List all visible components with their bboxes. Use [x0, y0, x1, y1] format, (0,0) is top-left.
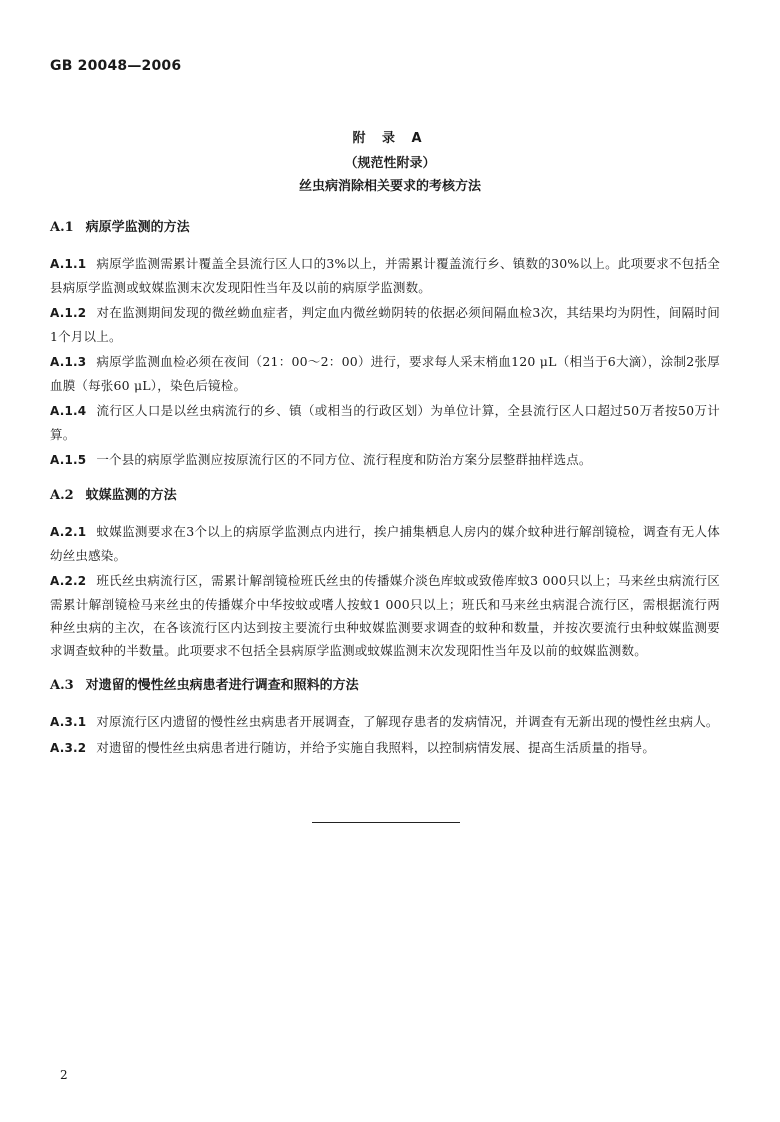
page-number: 2 [60, 1068, 68, 1082]
annex-type: （规范性附录） [344, 156, 436, 171]
section-number: A.1 [50, 220, 74, 235]
clause [50, 301, 720, 348]
section-number: A.3 [50, 678, 74, 693]
section-heading [50, 218, 720, 238]
clause-text: 流行区人口是以丝虫病流行的乡、镇（或相当的行政区划）为单位计算，全县流行区人口超过50万者按50万计算。 [50, 403, 720, 442]
clause-text: 病原学监测需累计覆盖全县流行区人口的3%以上，并需累计覆盖流行乡、镇数的30%以上。此项要求不包括全县病原学监测或蚊媒监测末次发现阳性当年及以前的病原学监测数。 [50, 256, 720, 295]
clause [50, 350, 720, 397]
clause [50, 520, 720, 567]
clause-text: 病原学监测血检必须在夜间（21：00～2：00）进行，要求每人采末梢血120 μL（相当于6大滴），涂制2张厚血膜（每张60 μL），染色后镜检。 [50, 354, 720, 393]
section-a1 [50, 218, 720, 472]
clause [50, 399, 720, 446]
annex-title: 附 录 A [352, 131, 428, 146]
section-a2 [50, 486, 720, 662]
clause [50, 569, 720, 662]
annex-subject: 丝虫病消除相关要求的考核方法 [298, 179, 481, 194]
section-number: A.2 [50, 488, 74, 503]
section-heading [50, 676, 720, 696]
clause-number: A.3.1 [50, 715, 87, 729]
clause [50, 710, 720, 734]
clause-text: 对在监测期间发现的微丝蚴血症者，判定血内微丝蚴阴转的依据必须间隔血检3次，其结果均为阴性，间隔时间1个月以上。 [50, 305, 720, 344]
clause-number: A.2.1 [50, 525, 87, 539]
end-of-annex-rule [312, 822, 460, 823]
clause [50, 448, 720, 472]
section-heading [50, 486, 720, 506]
section-a3 [50, 676, 720, 760]
standard-code: GB 20048—2006 [50, 58, 182, 74]
clause-number: A.2.2 [50, 574, 87, 588]
clause [50, 252, 720, 299]
clause-text: 对遗留的慢性丝虫病患者进行随访，并给予实施自我照料，以控制病情发展、提高生活质量的指导。 [96, 740, 656, 755]
section-title: 蚊媒监测的方法 [85, 488, 177, 503]
clause [50, 736, 720, 760]
clause-text: 一个县的病原学监测应按原流行区的不同方位、流行程度和防治方案分层整群抽样选点。 [96, 452, 592, 467]
annex-heading [0, 130, 780, 196]
clause-text: 蚊媒监测要求在3个以上的病原学监测点内进行，挨户捕集栖息人房内的媒介蚊种进行解剖镜检，调查有无人体幼丝虫感染。 [50, 524, 720, 563]
clause-number: A.1.3 [50, 355, 87, 369]
section-title: 病原学监测的方法 [85, 220, 190, 235]
clause-text: 班氏丝虫病流行区，需累计解剖镜检班氏丝虫的传播媒介淡色库蚊或致倦库蚊3 000只以上；马来丝虫病流行区需累计解剖镜检马来丝虫的传播媒介中华按蚊或嗜人按蚊1 000只以上；班氏和马来丝虫病混合流行区，需根据流行两种丝虫病的主次，在各该流行区内达到按主要流行虫种蚊媒监测要求调查的蚊种和数量，并按次要流行虫种蚊媒监测要求调查蚊种的半数量。此项要求不包括全县病原学监测或蚊媒监测末次发现阳性当年及以前的蚊媒监测数。 [50, 573, 720, 658]
clause-number: A.1.1 [50, 257, 87, 271]
section-title: 对遗留的慢性丝虫病患者进行调查和照料的方法 [85, 678, 359, 693]
clause-number: A.1.5 [50, 453, 87, 467]
clause-number: A.3.2 [50, 741, 87, 755]
clause-number: A.1.4 [50, 404, 87, 418]
clause-text: 对原流行区内遗留的慢性丝虫病患者开展调查，了解现存患者的发病情况，并调查有无新出现的慢性丝虫病人。 [96, 714, 719, 729]
clause-number: A.1.2 [50, 306, 87, 320]
document-body [50, 218, 720, 774]
